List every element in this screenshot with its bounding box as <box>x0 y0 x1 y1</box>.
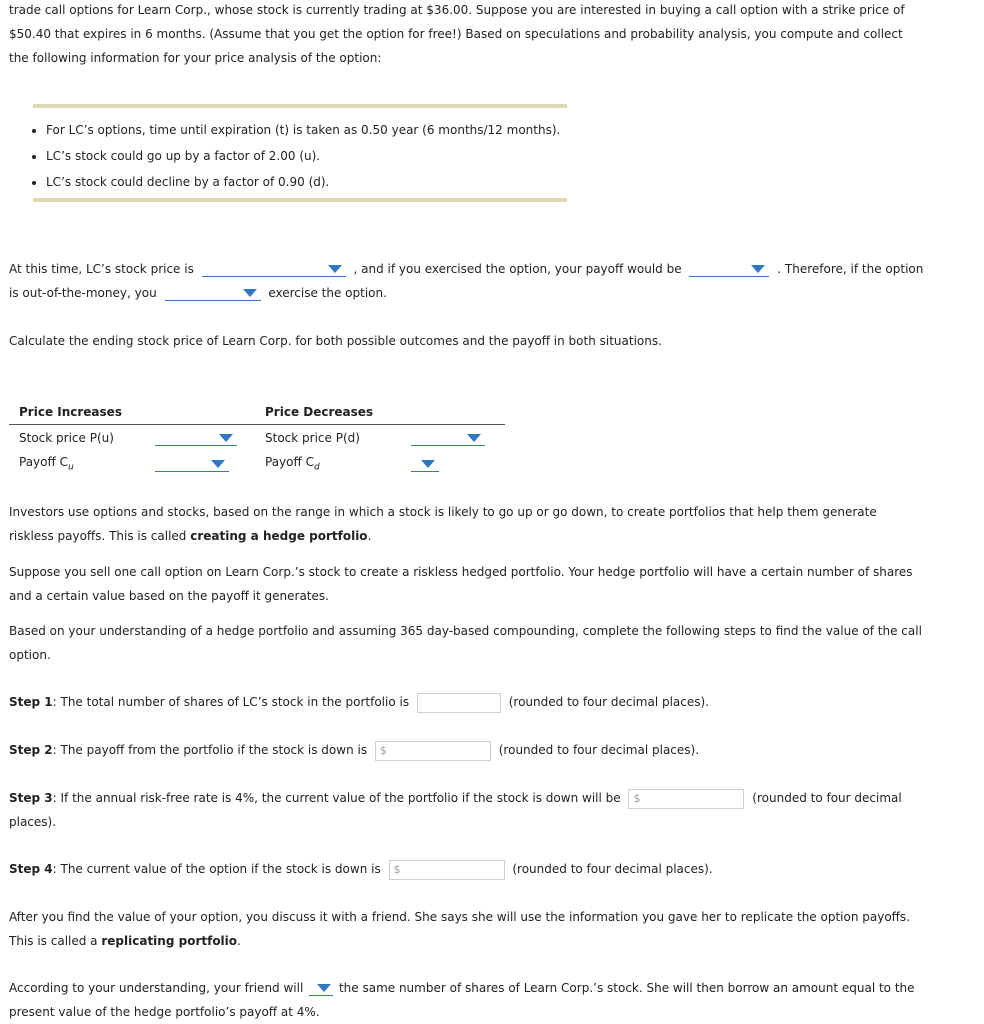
final-line-1: According to your understanding, your friend will the same number of shares of Learn Corp.’s stock. She will then borrow an amount equal to the <box>9 981 915 995</box>
stock-down-dropdown[interactable] <box>411 431 485 446</box>
q1-text-b: , and if you exercised the option, your payoff would be <box>353 262 682 276</box>
chevron-down-icon <box>328 265 342 273</box>
replicate-line-1: After you find the value of your option, you discuss it with a friend. She says she will use the information you gave her to replicate the option payoffs. <box>9 910 911 924</box>
chevron-down-icon <box>751 265 765 273</box>
replicate-line-2: This is called a replicating portfolio. <box>9 934 241 948</box>
step-1: Step 1: The total number of shares of LC’s stock in the portfolio is (rounded to four decimal places). <box>9 690 929 714</box>
step-4: Step 4: The current value of the option if the stock is down is $ (rounded to four decimal places). <box>9 857 929 881</box>
step-1-label: Step 1 <box>9 695 53 709</box>
table-header-row <box>9 400 505 425</box>
payoff-dropdown[interactable] <box>689 262 769 277</box>
chevron-down-icon <box>219 434 233 442</box>
q1-text-c: . Therefore, if the option <box>777 262 924 276</box>
price-increases-header: Price Increases <box>9 400 145 425</box>
step-3-continued: places). <box>9 815 57 829</box>
hedge-p3-line-1: Based on your understanding of a hedge portfolio and assuming 365 day-based compounding, complete the following steps to find the value of the call <box>9 624 922 638</box>
payoff-up-dropdown[interactable] <box>155 457 229 472</box>
intro-line-1: trade call options for Learn Corp., whose stock is currently trading at $36.00. Suppose you are interested in buying a call option with a strike price of <box>9 3 905 17</box>
q1-line-1 <box>9 257 929 281</box>
replicating-term: replicating portfolio <box>101 934 238 948</box>
stock-price-dropdown[interactable] <box>202 262 346 277</box>
hedge-p2-line-1: Suppose you sell one call option on Learn Corp.’s stock to create a riskless hedged portfolio. Your hedge portfolio will have a certain number of shares <box>9 565 913 579</box>
q1-text-d: is out-of-the-money, you <box>9 286 157 300</box>
table-row <box>9 451 505 477</box>
table-row <box>9 425 505 452</box>
fact-item: • LC’s stock could go up by a factor of 2.00 (u). <box>46 143 560 169</box>
portfolio-value-input[interactable]: $ <box>628 789 744 809</box>
payoff-down-input[interactable]: $ <box>375 741 491 761</box>
chevron-down-icon <box>421 460 435 468</box>
exercise-dropdown[interactable] <box>165 286 261 301</box>
hedge-p2-line-2: and a certain value based on the payoff it generates. <box>9 589 329 603</box>
step-2-label: Step 2 <box>9 743 53 757</box>
payoff-down-label: Payoff $C_d$ <box>265 455 320 473</box>
q1-text-a: At this time, LC’s stock price is <box>9 262 194 276</box>
final-line-2: present value of the hedge portfolio’s payoff at 4%. <box>9 1005 320 1019</box>
q1-text-e: exercise the option. <box>268 286 387 300</box>
chevron-down-icon <box>243 289 257 297</box>
buy-sell-dropdown[interactable] <box>309 981 333 996</box>
shares-input[interactable] <box>417 693 501 713</box>
q1-line-2 <box>9 281 929 305</box>
calc-prompt: Calculate the ending stock price of Learn Corp. for both possible outcomes and the payoff in both situations. <box>9 334 662 348</box>
step-2: Step 2: The payoff from the portfolio if the stock is down is $ (rounded to four decimal places). <box>9 738 929 762</box>
intro-line-2: $50.40 that expires in 6 months. (Assume that you get the option for free!) Based on speculations and probability analysis, you compute and collect <box>9 27 903 41</box>
fact-item: • For LC’s options, time until expiration (t) is taken as 0.50 year (6 months/12 months). <box>46 117 560 143</box>
facts-top-rule <box>33 104 567 108</box>
step-3: Step 3: If the annual risk-free rate is 4%, the current value of the portfolio if the stock is down will be $ (rounded to four decimal <box>9 786 929 810</box>
payoff-up-label: Payoff $C_u$ <box>19 455 74 473</box>
chevron-down-icon <box>211 460 225 468</box>
intro-line-3: the following information for your price analysis of the option: <box>9 51 382 65</box>
hedge-p3-line-2: option. <box>9 648 51 662</box>
facts-list <box>33 117 560 195</box>
outcomes-table <box>9 400 505 477</box>
chevron-down-icon <box>317 984 331 992</box>
fact-item: • LC’s stock could decline by a factor of 0.90 (d). <box>46 169 560 195</box>
stock-up-label: Stock price P(u) <box>19 431 114 445</box>
hedge-p1-line-2: riskless payoffs. This is called creating a hedge portfolio. <box>9 529 372 543</box>
price-decreases-header: Price Decreases <box>255 400 383 425</box>
facts-bottom-rule <box>33 198 567 202</box>
option-value-input[interactable]: $ <box>389 860 505 880</box>
stock-down-label: Stock price P(d) <box>265 431 360 445</box>
stock-up-dropdown[interactable] <box>155 431 237 446</box>
step-3-label: Step 3 <box>9 791 53 805</box>
hedge-term: creating a hedge portfolio <box>190 529 368 543</box>
chevron-down-icon <box>467 434 481 442</box>
step-4-label: Step 4 <box>9 862 53 876</box>
hedge-p1-line-1: Investors use options and stocks, based on the range in which a stock is likely to go up or go down, to create portfolios that help them generate <box>9 505 877 519</box>
payoff-down-dropdown[interactable] <box>411 457 439 472</box>
